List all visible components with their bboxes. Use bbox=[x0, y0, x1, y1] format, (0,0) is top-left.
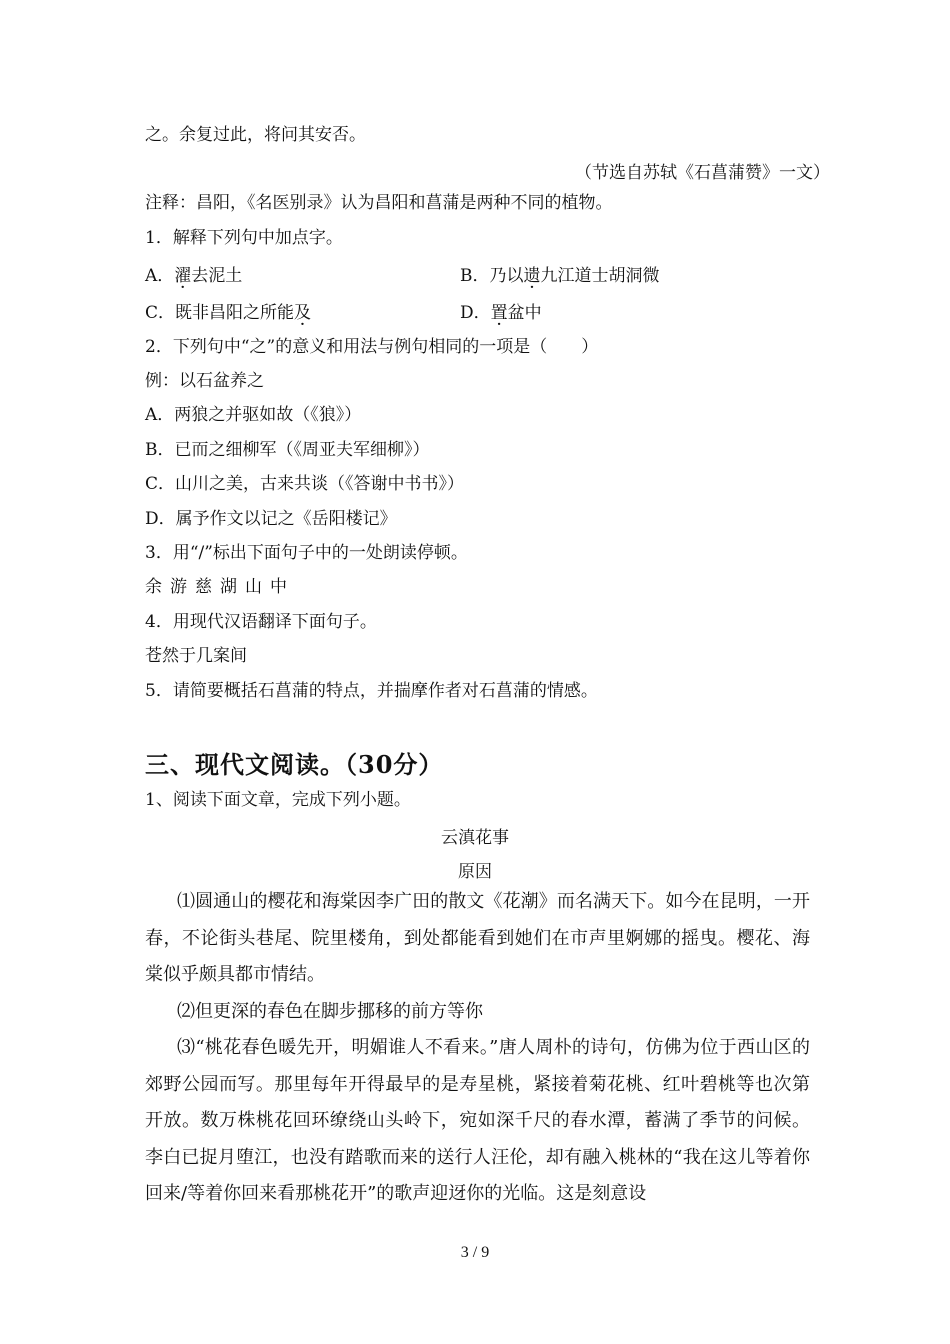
article-subtitle: 原因 bbox=[458, 862, 492, 882]
question-4: 4．用现代汉语翻译下面句子。 bbox=[145, 612, 377, 632]
q1a-prefix: A． bbox=[145, 266, 175, 286]
q1a-dotted-char: 濯 bbox=[174, 266, 192, 286]
paragraph-2: ⑵但更深的春色在脚步挪移的前方等你 bbox=[177, 1001, 483, 1022]
question-5: 5．请简要概括石菖蒲的特点，并揣摩作者对石菖蒲的情感。 bbox=[145, 681, 598, 701]
q1c-dotted-char: 及 bbox=[294, 303, 312, 323]
q1-option-a bbox=[145, 261, 242, 286]
question-2-example: 例：以石盆养之 bbox=[145, 371, 264, 391]
q2-option-b: B．已而之细柳军（《周亚夫军细柳》） bbox=[145, 440, 430, 460]
paragraph-3: ⑶“桃花春色暖先开，明媚谁人不看来。”唐人周朴的诗句，仿佛为位于西山区的郊野公园而写。那里每年开得最早的是寿星桃，紧接着菊花桃、红叶碧桃等也次第开放。数万株桃花回环缭绕山头岭下，宛如深千尺的春水潭，蓄满了季节的问候。李白已捉月堕江，也没有踏歌而来的送行人汪伦，却有融入桃林的“我在这儿等着你回来/等着你回来看那桃花开”的歌声迎迓你的光临。这是刻意设 bbox=[145, 1037, 810, 1204]
q1-option-d bbox=[460, 298, 542, 323]
section-intro: 1、阅读下面文章，完成下列小题。 bbox=[145, 790, 411, 810]
paragraph-1: ⑴圆通山的樱花和海棠因李广田的散文《花潮》而名满天下。如今在昆明，一开春，不论街头巷尾、院里楼角，到处都能看到她们在市声里婀娜的摇曳。樱花、海棠似乎颇具都市情结。 bbox=[145, 891, 810, 985]
q1-option-b bbox=[460, 261, 660, 286]
q1a-suffix: 去泥土 bbox=[191, 266, 243, 286]
question-2: 2．下列句中“之”的意义和用法与例句相同的一项是（ ） bbox=[145, 337, 599, 357]
question-4-sentence: 苍然于几案间 bbox=[145, 646, 247, 666]
q1d-prefix: D． bbox=[460, 303, 491, 323]
question-1: 1．解释下列句中加点字。 bbox=[145, 228, 343, 248]
article-title: 云滇花事 bbox=[441, 828, 509, 848]
q2-option-a: A．两狼之并驱如故（《狼》） bbox=[145, 405, 362, 425]
q1b-prefix: B．乃以 bbox=[460, 266, 524, 286]
q1b-dotted-char: 遗 bbox=[523, 266, 541, 286]
text-line: 之。余复过此，将问其安否。 bbox=[145, 125, 366, 145]
source-citation: （节选自苏轼《石菖蒲赞》一文） bbox=[575, 163, 830, 183]
q1c-prefix: C．既非昌阳之所能 bbox=[145, 303, 295, 323]
q2-option-c: C．山川之美，古来共谈（《答谢中书书》） bbox=[145, 474, 465, 494]
q1-option-c bbox=[145, 298, 311, 323]
annotation-note: 注释：昌阳，《名医别录》认为昌阳和菖蒲是两种不同的植物。 bbox=[145, 193, 613, 213]
question-3: 3．用“/”标出下面句子中的一处朗读停顿。 bbox=[145, 543, 468, 563]
page-number: 3 / 9 bbox=[460, 1244, 490, 1261]
section-heading: 三、现代文阅读。（30分） bbox=[145, 750, 444, 779]
q1d-suffix: 盆中 bbox=[507, 303, 542, 323]
q1d-dotted-char: 置 bbox=[490, 303, 508, 323]
question-3-sentence: 余游慈湖山中 bbox=[145, 577, 295, 597]
q1b-suffix: 九江道士胡洞微 bbox=[540, 266, 660, 286]
q2-option-d: D．属予作文以记之《岳阳楼记》 bbox=[145, 509, 397, 529]
